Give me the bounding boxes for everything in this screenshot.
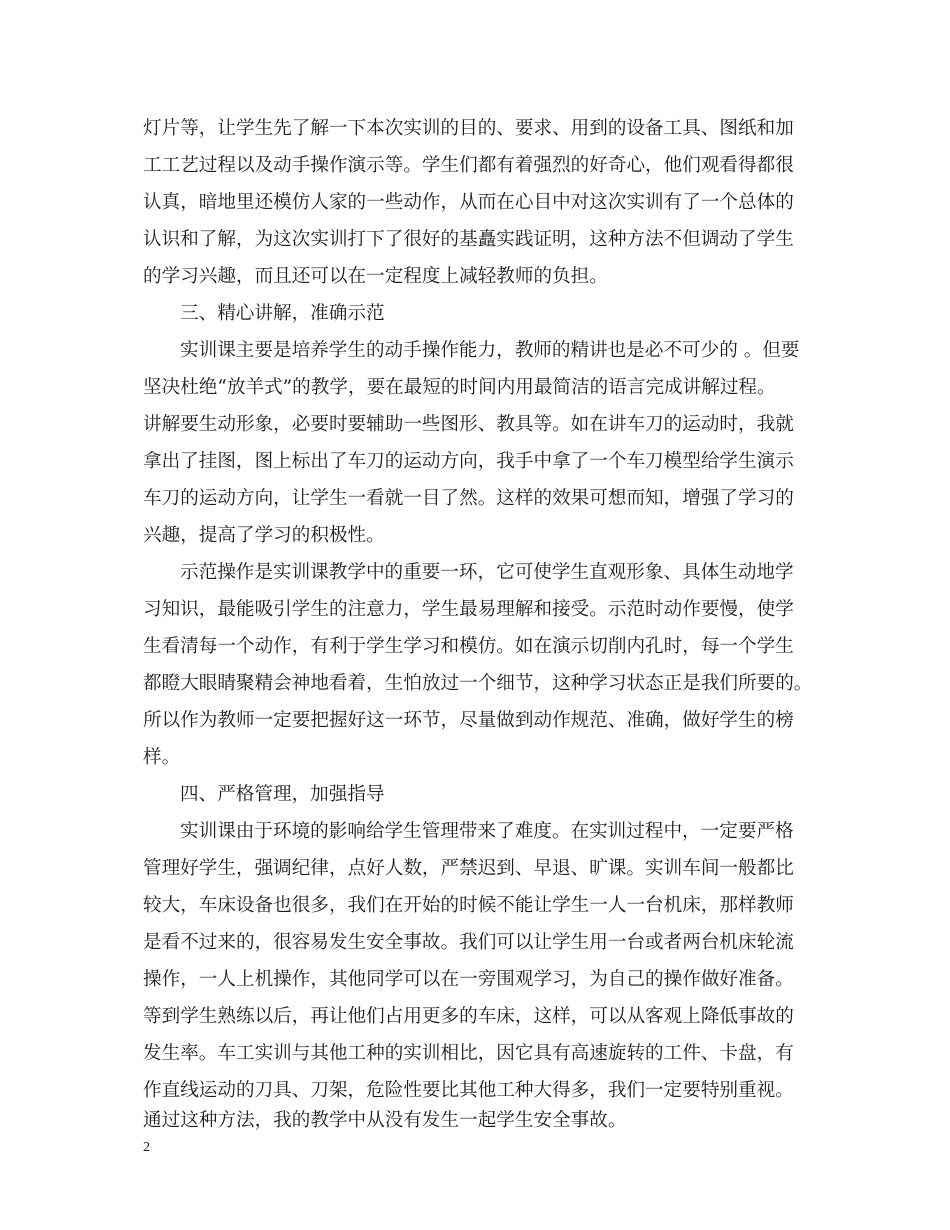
text-line: 示范操作是实训课教学中的重要一环，它可使学生直观形象、具体生动地学 xyxy=(180,562,794,583)
text-line: 认真，暗地里还模仿人家的一些动作，从而在心目中对这次实训有了一个总体的 xyxy=(143,192,794,213)
section-heading: 四、严格管理，加强指导 xyxy=(180,784,385,805)
text-line: 习知识，最能吸引学生的注意力，学生最易理解和接受。示范时动作要慢，使学 xyxy=(143,599,794,620)
text-line: 讲解要生动形象，必要时要辅助一些图形、教具等。如在讲车刀的运动时，我就 xyxy=(143,414,794,435)
text-line: 坚决杜绝“放羊式”的教学，要在最短的时间内用最简洁的语言完成讲解过程。 xyxy=(143,377,776,398)
text-line: 作直线运动的刀具、刀架，危险性要比其他工种大得多，我们一定要特别重视。 xyxy=(143,1080,794,1101)
text-line: 通过这种方法，我的教学中从没有发生一起学生安全事故。 xyxy=(143,1110,627,1131)
text-line: 的学习兴趣，而且还可以在一定程度上减轻教师的负担。 xyxy=(143,266,608,287)
text-line: 等到学生熟练以后，再让他们占用更多的车床，这样，可以从客观上降低事故的 xyxy=(143,1006,794,1027)
text-line: 拿出了挂图，图上标出了车刀的运动方向，我手中拿了一个车刀模型给学生演示 xyxy=(143,451,794,472)
text-line: 生看清每一个动作，有利于学生学习和模仿。如在演示切削内孔时，每一个学生 xyxy=(143,636,794,657)
text-line: 发生率。车工实训与其他工种的实训相比，因它具有高速旋转的工件、卡盘，有 xyxy=(143,1043,794,1064)
text-line: 管理好学生，强调纪律，点好人数，严禁迟到、早退、旷课。实训车间一般都比 xyxy=(143,858,794,879)
page-number: 2 xyxy=(143,1140,150,1155)
text-line: 都瞪大眼睛聚精会神地看着，生怕放过一个细节，这种学习状态正是我们所要的。 xyxy=(143,673,813,694)
text-line: 灯片等，让学生先了解一下本次实训的目的、要求、用到的设备工具、图纸和加 xyxy=(143,118,794,139)
text-line: 实训课主要是培养学生的动手操作能力，教师的精讲也是必不可少的 。但要 xyxy=(180,340,800,361)
text-line: 所以作为教师一定要把握好这一环节，尽量做到动作规范、准确，做好学生的榜 xyxy=(143,710,794,731)
text-line: 较大，车床设备也很多，我们在开始的时候不能让学生一人一台机床，那样教师 xyxy=(143,895,794,916)
text-line: 操作，一人上机操作，其他同学可以在一旁围观学习，为自己的操作做好准备。 xyxy=(143,969,794,990)
text-line: 是看不过来的，很容易发生安全事故。我们可以让学生用一台或者两台机床轮流 xyxy=(143,932,794,953)
text-line: 工工艺过程以及动手操作演示等。学生们都有着强烈的好奇心，他们观看得都很 xyxy=(143,155,794,176)
text-line: 样。 xyxy=(143,747,181,768)
text-line: 认识和了解，为这次实训打下了很好的基矗实践证明，这种方法不但调动了学生 xyxy=(143,229,794,250)
section-heading: 三、精心讲解，准确示范 xyxy=(180,303,385,324)
text-line: 车刀的运动方向，让学生一看就一目了然。这样的效果可想而知，增强了学习的 xyxy=(143,488,794,509)
text-line: 实训课由于环境的影响给学生管理带来了难度。在实训过程中，一定要严格 xyxy=(180,821,794,842)
text-line: 兴趣，提高了学习的积极性。 xyxy=(143,525,385,546)
